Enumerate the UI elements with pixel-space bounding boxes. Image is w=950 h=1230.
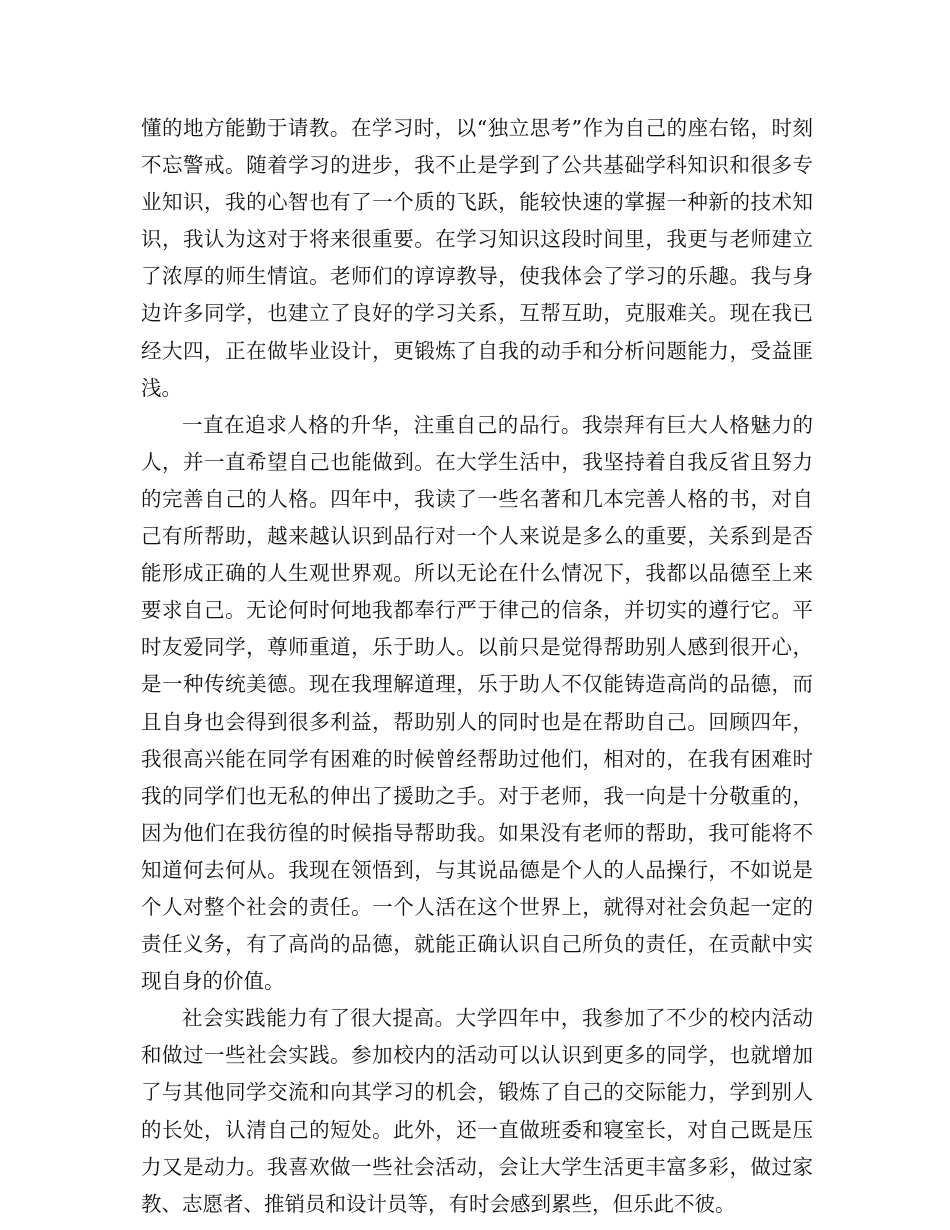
document-body: [141, 110, 813, 1223]
paragraph-social-practice: 社会实践能力有了很大提高。大学四年中，我参加了不少的校内活动和做过一些社会实践。参加校内的活动可以认识到更多的同学，也就增加了与其他同学交流和向其学习的机会，锻炼了自己的交际能力，学到别人的长处，认清自己的短处。此外，还一直做班委和寝室长，对自己既是压力又是动力。我喜欢做一些社会活动，会让大学生活更丰富多彩，做过家教、志愿者、推销员和设计员等，有时会感到累些，但乐此不彼。: [141, 1006, 813, 1216]
paragraph-study: 懂的地方能勤于请教。在学习时，以“独立思考”作为自己的座右铭，时刻不忘警戒。随着学习的进步，我不止是学到了公共基础学科知识和很多专业知识，我的心智也有了一个质的飞跃，能较快速的掌握一种新的技术知识，我认为这对于将来很重要。在学习知识这段时间里，我更与老师建立了浓厚的师生情谊。老师们的谆谆教导，使我体会了学习的乐趣。我与身边许多同学，也建立了良好的学习关系，互帮互助，克服难关。现在我已经大四，正在做毕业设计，更锻炼了自我的动手和分析问题能力，受益匪浅。: [141, 116, 813, 400]
paragraph-character: 一直在追求人格的升华，注重自己的品行。我崇拜有巨大人格魅力的人，并一直希望自己也能做到。在大学生活中，我坚持着自我反省且努力的完善自己的人格。四年中，我读了一些名著和几本完善人格的书，对自己有所帮助，越来越认识到品行对一个人来说是多么的重要，关系到是否能形成正确的人生观世界观。所以无论在什么情况下，我都以品德至上来要求自己。无论何时何地我都奉行严于律己的信条，并切实的遵行它。平时友爱同学，尊师重道，乐于助人。以前只是觉得帮助别人感到很开心，是一种传统美德。现在我理解道理，乐于助人不仅能铸造高尚的品德，而且自身也会得到很多利益，帮助别人的同时也是在帮助自己。回顾四年，我很高兴能在同学有困难的时候曾经帮助过他们，相对的，在我有困难时我的同学们也无私的伸出了援助之手。对于老师，我一向是十分敬重的，因为他们在我彷徨的时候指导帮助我。如果没有老师的帮助，我可能将不知道何去何从。我现在领悟到，与其说品德是个人的人品操行，不如说是个人对整个社会的责任。一个人活在这个世界上，就得对社会负起一定的责任义务，有了高尚的品德，就能正确认识自己所负的责任，在贡献中实现自身的价值。: [141, 412, 813, 994]
